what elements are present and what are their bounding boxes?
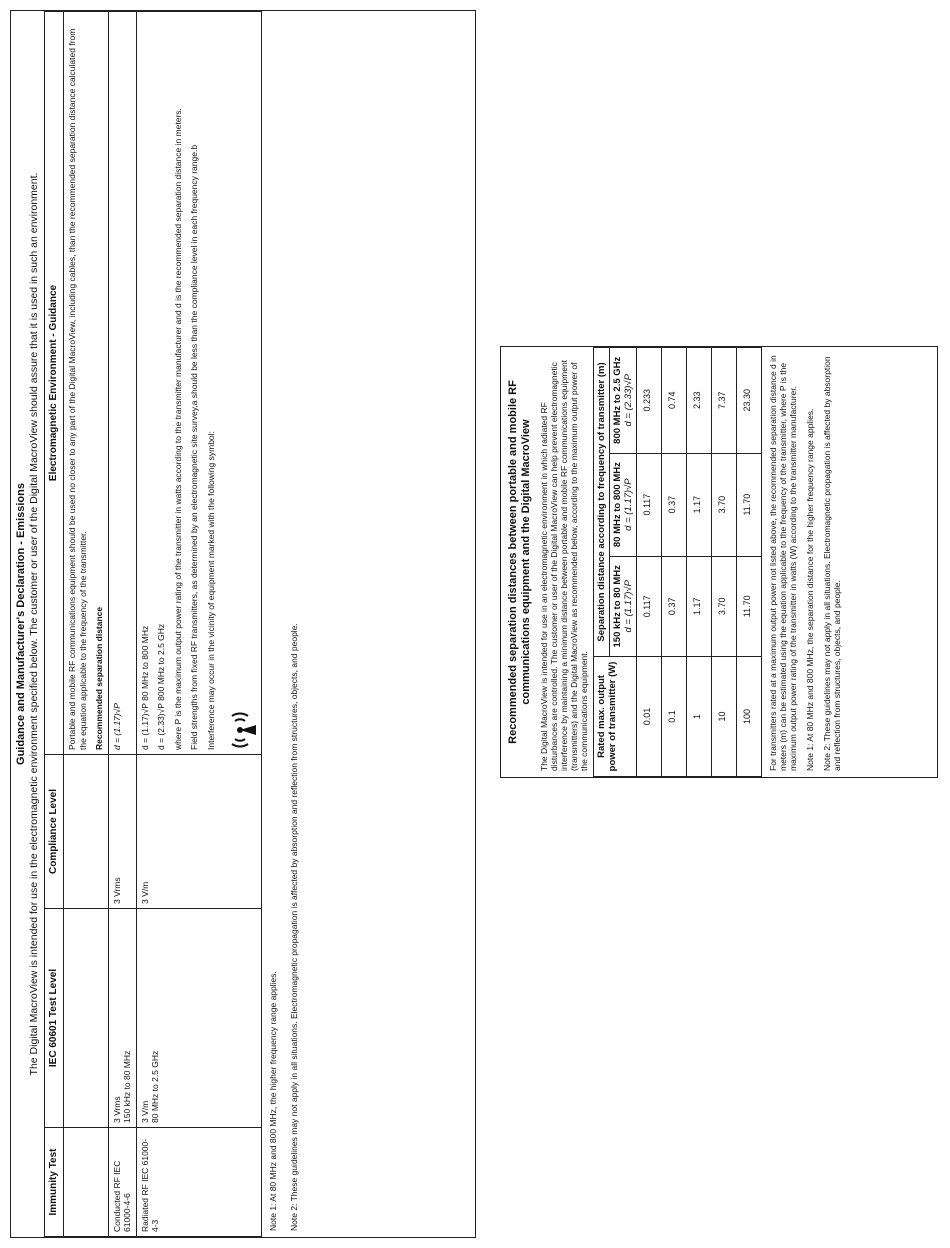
radiated-level-2: 80 MHz to 2.5 GHz xyxy=(150,1050,160,1123)
distance-cell: 11.70 xyxy=(737,556,762,656)
table-row xyxy=(136,12,262,1237)
distance-cell: 0.74 xyxy=(662,348,687,454)
separation-intro: The Digital MacroView is intended for use in an electromagnetic environment in which radiated RF disturbances are controlled. The customer or user of the Digital MacroView can help prevent electromagnetic interference by maintaining a minimum distance between portable and mobile RF communications equipment (transmitters) and the Digital MacroView as recommended below, according to the maximum output power of the communications equipment. xyxy=(539,359,589,771)
conducted-compliance: 3 Vrms xyxy=(108,755,136,909)
separation-distance-table xyxy=(500,346,938,778)
emissions-note-2: Note 2: These guidelines may not apply in all situations. Electromagnetic propagation is affected by absorption and reflection from structures, objects, and people. xyxy=(288,623,299,1231)
band-1-formula: d = (1.17)√P xyxy=(623,580,634,633)
power-cell: 0.1 xyxy=(662,656,687,776)
separation-title: Recommended separation distances between portable and mobile RF communications equipment and the Digital MacroView xyxy=(507,380,532,744)
power-cell: 0.01 xyxy=(637,656,662,776)
distance-cell: 3.70 xyxy=(712,453,737,556)
field-text: Field strengths from fixed RF transmitters, as determined by an electromagnetic site survey,a should be less than the compliance level in each frequency range.b xyxy=(189,144,199,750)
band-1-range: 150 kHz to 80 MHz xyxy=(612,565,623,648)
band-2-range: 80 MHz to 800 MHz xyxy=(612,462,623,548)
emissions-note-1: Note 1: At 80 MHz and 800 MHz, the higher frequency range applies. xyxy=(268,971,278,1231)
conducted-level-2: 150 kHz to 80 MHz xyxy=(122,1050,132,1123)
header-compliance-level: Compliance Level xyxy=(45,755,64,909)
distance-cell: 3.70 xyxy=(712,556,737,656)
separation-note-2: Note 2: These guidelines may not apply in all situations. Electromagnetic propagation is affected by absorption and reflection from structures, objects, and people. xyxy=(822,356,842,771)
power-cell: 1 xyxy=(687,656,712,776)
distance-cell: 1.17 xyxy=(687,453,712,556)
table-row xyxy=(637,348,662,777)
header-rated-power: Rated max. output power of transmitter (W) xyxy=(594,656,637,776)
conducted-level-1: 3 Vrms xyxy=(111,1096,122,1123)
header-test-level: IEC 60601 Test Level xyxy=(45,909,64,1128)
emissions-grid xyxy=(44,11,262,1237)
table-row xyxy=(64,12,109,1237)
general-guidance: Portable and mobile RF communications equipment should be used no closer to any part of the Digital MacroView, including cables, than the recommended separation distance calculated from the equation applicable to the frequency of the transmitter. xyxy=(67,28,88,750)
radiated-formula-1: d = (1.17)√P 80 MHz to 800 MHz xyxy=(139,625,150,750)
emissions-header-row xyxy=(45,12,64,1237)
table-row xyxy=(687,348,712,777)
radiated-test: Radiated RF IEC 61000-4-3 xyxy=(136,1128,262,1237)
header-separation-group: Separation distance according to frequency of transmitter (m) xyxy=(594,348,610,657)
band-1-header xyxy=(610,556,637,656)
distance-cell: 23.30 xyxy=(737,348,762,454)
header-immunity-test: Immunity Test xyxy=(45,1128,64,1237)
distance-cell: 0.117 xyxy=(637,556,662,656)
distance-cell: 7.37 xyxy=(712,348,737,454)
conducted-formula: d = (1.17)√P xyxy=(108,12,136,755)
distance-cell: 0.37 xyxy=(662,556,687,656)
band-3-header xyxy=(610,348,637,454)
separation-note-0: For transmitters rated at a maximum output power not listed above, the recommended separation distance d in meters (m) can be estimated using the equation applicable to the frequency of the transmitter, where P is the maximum output power rating of the transmitter in watts (W) according to the transmitter manufacturer. xyxy=(768,355,798,771)
header-guidance: Electromagnetic Environment - Guidance xyxy=(45,12,64,755)
power-cell: 100 xyxy=(737,656,762,776)
distance-cell: 0.233 xyxy=(637,348,662,454)
separation-grid xyxy=(593,347,762,777)
band-2-formula: d = (1.17)√P xyxy=(623,478,634,531)
separation-note-1: Note 1: At 80 MHz and 800 MHz, the separation distance for the higher frequency range applies. xyxy=(805,408,815,771)
radiated-formula-2: d = (2.33)√P 800 MHz to 2.5 GHz xyxy=(156,623,166,750)
radiated-level-1: 3 V/m xyxy=(139,1100,150,1123)
non-ionizing-radiation-icon xyxy=(222,16,258,750)
separation-header-row xyxy=(594,348,610,777)
radiated-compliance: 3 V/m xyxy=(136,755,262,909)
band-3-range: 800 MHz to 2.5 GHz xyxy=(612,356,623,444)
table-row xyxy=(662,348,687,777)
band-3-formula: d = (2.33)√P xyxy=(623,374,634,427)
separation-notes xyxy=(762,347,855,777)
emissions-notes xyxy=(262,11,315,1237)
recommended-heading: Recommended separation distance xyxy=(94,606,104,750)
emissions-declaration-table xyxy=(10,10,476,1238)
where-text: where P is the maximum output power rating of the transmitter in watts according to the transmitter manufacturer and d is the recommended separation distance in meters. xyxy=(172,108,183,750)
distance-cell: 2.33 xyxy=(687,348,712,454)
table-row xyxy=(108,12,136,1237)
power-cell: 10 xyxy=(712,656,737,776)
distance-cell: 11.70 xyxy=(737,453,762,556)
band-2-header xyxy=(610,453,637,556)
distance-cell: 0.37 xyxy=(662,453,687,556)
distance-cell: 1.17 xyxy=(687,556,712,656)
distance-cell: 0.117 xyxy=(637,453,662,556)
conducted-test: Conducted RF IEC 61000-4-6 xyxy=(108,1128,136,1237)
emissions-title: Guidance and Manufacturer's Declaration - Emissions xyxy=(15,483,27,765)
interference-text: Interference may occur in the vicinity of equipment marked with the following symbol: xyxy=(205,431,216,750)
table-row xyxy=(737,348,762,777)
emissions-intro: The Digital MacroView is intended for use in the electromagnetic environment specified below. The customer or user of the Digital MacroView should assure that it is used in such an environment. xyxy=(28,172,40,1076)
table-row xyxy=(712,348,737,777)
